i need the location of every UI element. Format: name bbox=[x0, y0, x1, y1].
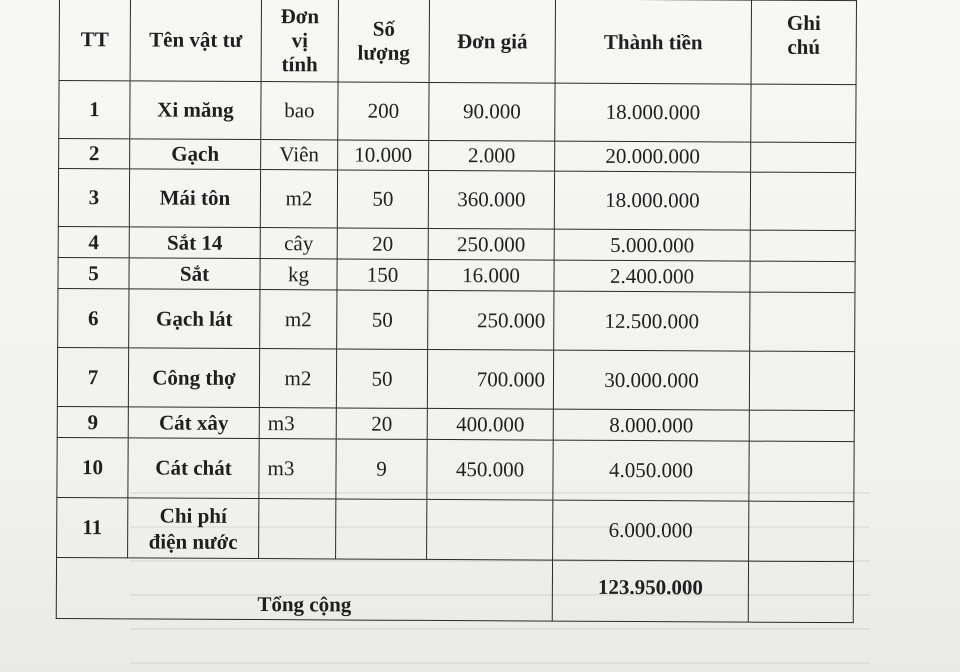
cell-qty: 10.000 bbox=[338, 140, 429, 170]
cell-unit: bao bbox=[261, 82, 338, 140]
cell-price: 2.000 bbox=[429, 140, 555, 171]
cell-amount: 20.000.000 bbox=[555, 141, 751, 172]
cell-tt: 10 bbox=[57, 437, 128, 497]
cell-amount: 8.000.000 bbox=[553, 409, 749, 441]
cell-name: Gạch lát bbox=[129, 289, 260, 349]
cell-amount: 5.000.000 bbox=[554, 229, 750, 261]
cell-name: Xi măng bbox=[130, 81, 261, 140]
cell-note bbox=[749, 441, 854, 502]
table-row bbox=[59, 81, 856, 143]
header-amount: Thành tiền bbox=[555, 0, 751, 84]
cell-qty bbox=[336, 499, 427, 559]
cell-tt: 7 bbox=[57, 347, 128, 406]
cell-tt: 2 bbox=[59, 139, 130, 169]
total-note bbox=[748, 561, 853, 623]
table-row bbox=[58, 257, 855, 292]
table-row bbox=[57, 347, 854, 410]
cell-price: 700.000 bbox=[427, 349, 553, 409]
table-row bbox=[59, 139, 856, 173]
cell-amount: 6.000.000 bbox=[553, 500, 749, 561]
cell-amount: 30.000.000 bbox=[553, 350, 749, 410]
materials-cost-table bbox=[56, 0, 857, 623]
cell-qty: 20 bbox=[337, 228, 428, 259]
cell-amount: 4.050.000 bbox=[553, 440, 749, 501]
cell-amount: 18.000.000 bbox=[554, 171, 750, 230]
cell-note bbox=[750, 172, 855, 231]
cell-qty: 50 bbox=[336, 349, 427, 408]
cell-qty: 9 bbox=[336, 439, 427, 499]
cell-qty: 200 bbox=[338, 82, 429, 140]
cell-amount: 12.500.000 bbox=[554, 291, 750, 351]
cell-name: Chi phí điện nước bbox=[128, 498, 259, 559]
cell-note bbox=[751, 84, 856, 143]
cell-tt: 4 bbox=[58, 226, 129, 257]
cell-tt: 11 bbox=[57, 497, 128, 557]
cell-price: 250.000 bbox=[428, 228, 554, 260]
header-note: Ghi chú bbox=[751, 0, 856, 85]
cell-note bbox=[749, 351, 854, 411]
cell-amount: 18.000.000 bbox=[555, 83, 751, 142]
cell-price: 360.000 bbox=[428, 170, 554, 229]
total-row bbox=[56, 557, 853, 622]
table-row bbox=[57, 437, 854, 501]
total-label: Tổng cộng bbox=[56, 557, 552, 621]
table-row bbox=[57, 497, 854, 561]
cell-qty: 50 bbox=[337, 290, 428, 349]
cell-unit: m3 bbox=[259, 439, 336, 499]
cell-unit: m2 bbox=[260, 170, 337, 228]
cell-unit: m3 bbox=[259, 408, 336, 439]
cell-name: Công thợ bbox=[128, 348, 259, 408]
cell-price: 400.000 bbox=[427, 408, 553, 440]
cell-name: Cát chát bbox=[128, 438, 259, 499]
cell-unit: m2 bbox=[259, 349, 336, 408]
cell-name: Sắt bbox=[129, 258, 260, 290]
total-amount: 123.950.000 bbox=[552, 560, 748, 622]
cell-qty: 20 bbox=[336, 408, 427, 439]
table-row bbox=[58, 288, 855, 351]
cell-price: 90.000 bbox=[429, 82, 555, 141]
cell-note bbox=[750, 292, 855, 352]
table-row bbox=[58, 169, 855, 231]
cell-tt: 9 bbox=[57, 406, 128, 437]
cell-tt: 1 bbox=[59, 81, 130, 139]
table-row bbox=[58, 226, 855, 261]
cell-name: Cát xây bbox=[128, 407, 259, 439]
cell-qty: 150 bbox=[337, 259, 428, 290]
cell-amount: 2.400.000 bbox=[554, 260, 750, 292]
cell-note bbox=[751, 142, 856, 173]
cell-unit: m2 bbox=[260, 290, 337, 349]
cell-tt: 6 bbox=[58, 288, 129, 347]
cell-note bbox=[750, 230, 855, 262]
cell-unit: Viên bbox=[261, 140, 338, 170]
cell-name: Sắt 14 bbox=[129, 227, 260, 259]
cell-tt: 3 bbox=[58, 169, 129, 227]
header-qty: Số lượng bbox=[338, 0, 429, 82]
cell-price: 16.000 bbox=[428, 259, 554, 291]
cell-unit: kg bbox=[260, 259, 337, 290]
cell-price: 250.000 bbox=[428, 290, 554, 350]
header-name: Tên vật tư bbox=[130, 0, 261, 82]
cell-name: Gạch bbox=[130, 139, 261, 170]
table-row bbox=[57, 406, 854, 441]
cell-unit bbox=[259, 499, 336, 559]
cell-tt: 5 bbox=[58, 257, 129, 288]
header-tt: TT bbox=[59, 0, 130, 81]
cell-note bbox=[749, 410, 854, 442]
cell-price: 450.000 bbox=[427, 439, 553, 500]
cell-note bbox=[750, 261, 855, 293]
cell-qty: 50 bbox=[337, 170, 428, 228]
header-row bbox=[59, 0, 856, 85]
header-unit: Đơn vị tính bbox=[261, 0, 338, 82]
cell-unit: cây bbox=[260, 228, 337, 259]
cell-price bbox=[427, 499, 553, 560]
cell-name: Mái tôn bbox=[129, 169, 260, 228]
cell-note bbox=[749, 501, 854, 562]
header-price: Đơn giá bbox=[429, 0, 555, 83]
